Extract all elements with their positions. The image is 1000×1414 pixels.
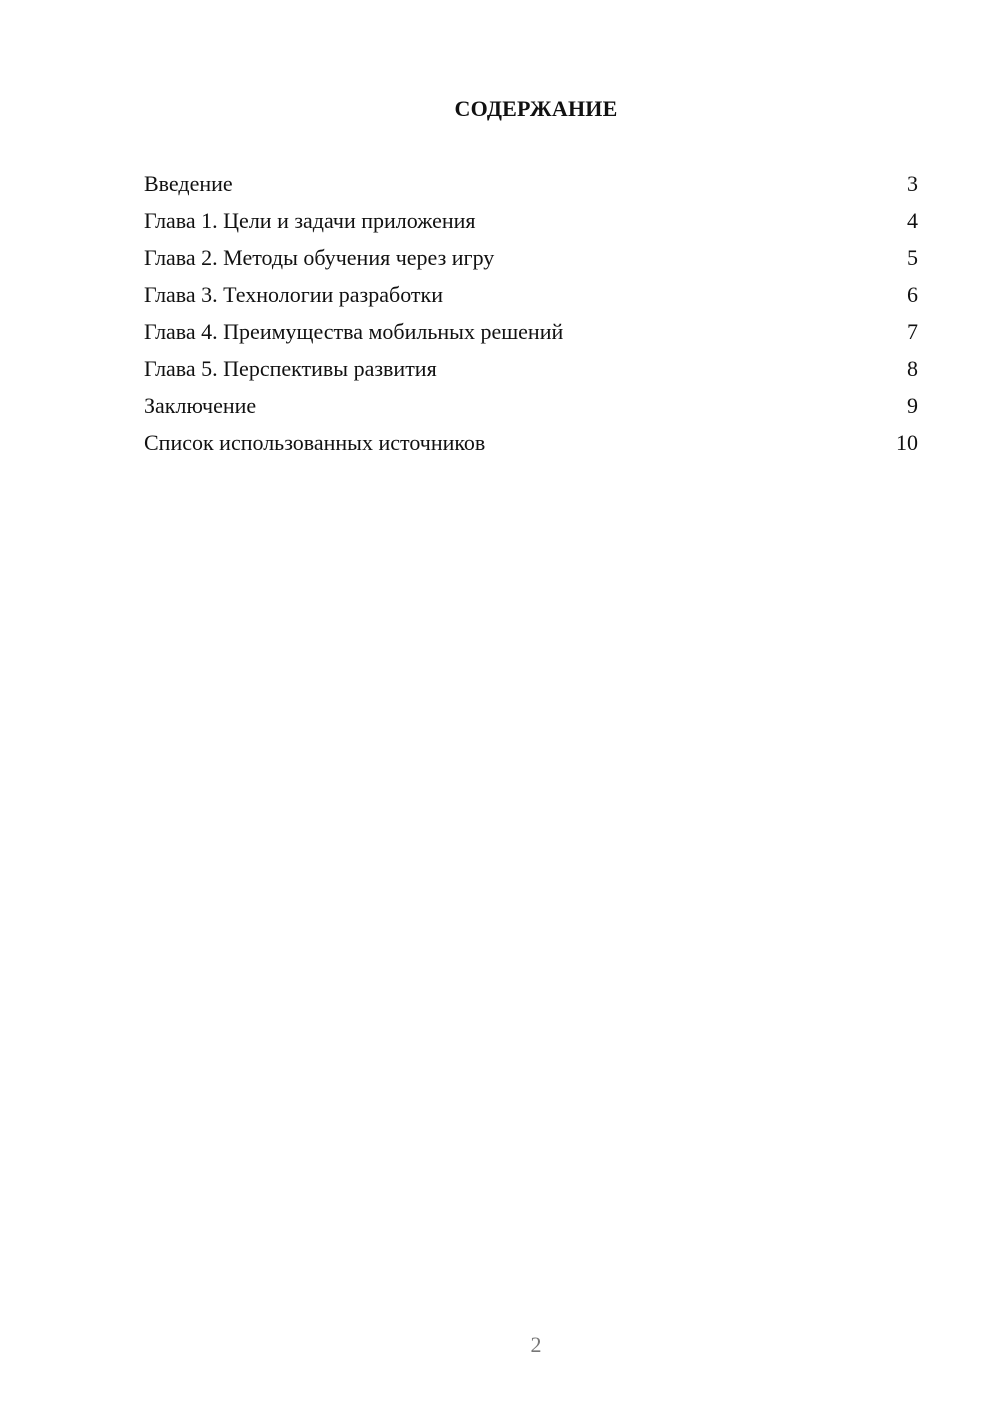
- toc-entry-label: Глава 3. Технологии разработки: [144, 282, 443, 307]
- toc-entry-page: 3: [907, 171, 918, 196]
- toc-entry-page: 10: [896, 430, 918, 455]
- toc-entry-page: 4: [907, 208, 918, 233]
- toc-entry-page: 8: [907, 356, 918, 381]
- toc-entry-introduction: [144, 168, 918, 205]
- toc-entry-page: 7: [907, 319, 918, 344]
- toc-entry-references: [144, 427, 918, 464]
- toc-entry-page: 6: [907, 282, 918, 307]
- toc-title: СОДЕРЖАНИЕ: [454, 96, 618, 121]
- toc-entry-chapter-1: [144, 205, 918, 242]
- toc-entry-label: Глава 2. Методы обучения через игру: [144, 245, 495, 270]
- page-number: 2: [530, 1332, 542, 1357]
- toc-entry-chapter-3: [144, 279, 918, 316]
- toc-entry-label: Заключение: [144, 393, 257, 418]
- toc-entry-label: Глава 1. Цели и задачи приложения: [144, 208, 476, 233]
- toc-entry-page: 9: [907, 393, 918, 418]
- toc-entry-page: 5: [907, 245, 918, 270]
- toc-list: [144, 168, 918, 464]
- toc-entry-chapter-4: [144, 316, 918, 353]
- toc-entry-label: Список использованных источников: [144, 430, 486, 455]
- toc-entry-label: Глава 4. Преимущества мобильных решений: [144, 319, 564, 344]
- toc-entry-conclusion: [144, 390, 918, 427]
- toc-entry-label: Глава 5. Перспективы развития: [144, 356, 437, 381]
- toc-entry-chapter-2: [144, 242, 918, 279]
- toc-entry-chapter-5: [144, 353, 918, 390]
- toc-entry-label: Введение: [144, 171, 233, 196]
